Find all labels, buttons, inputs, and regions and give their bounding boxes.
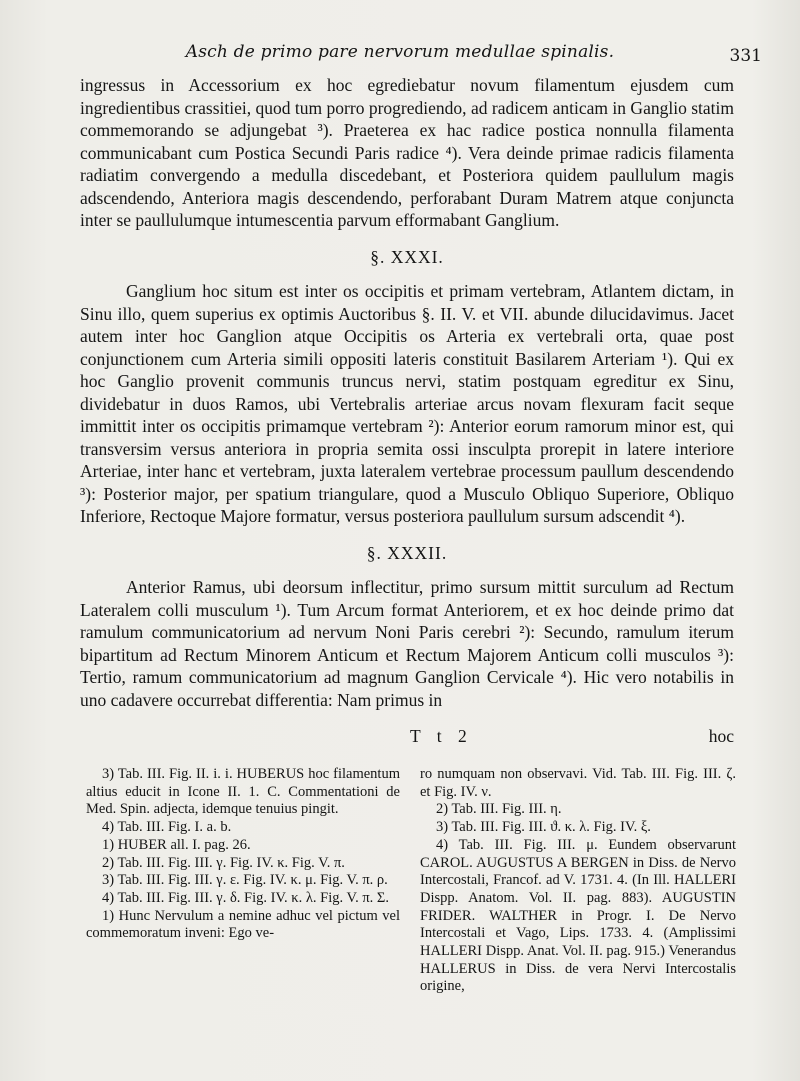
running-title: Asch de primo pare nervorum medullae spinalis. bbox=[185, 42, 615, 62]
main-text bbox=[80, 74, 734, 711]
footnote: 4) Tab. III. Fig. I. a. b. bbox=[102, 819, 232, 836]
footnote: 1) Hunc Nervulum a nemine adhuc vel pictum vel commemoratum inveni: Ego ve- bbox=[86, 907, 400, 942]
section-heading-31: §. XXXI. bbox=[370, 246, 444, 267]
running-head bbox=[0, 42, 800, 66]
footnotes-right-column bbox=[420, 766, 736, 996]
catchword: hoc bbox=[708, 726, 734, 746]
footnote: 2) Tab. III. Fig. III. η. bbox=[436, 801, 562, 818]
section-32-paragraph: Anterior Ramus, ubi deorsum inflectitur, primo sursum mittit surculum ad Rectum Lateralem colli musculum ¹). Tum Arcum format Anteriorem, et ex hoc deinde primo dat ramulum communicatorium ad nervum Noni Paris cerebri ²): Secundo, ramulum iterum bipartitum ad Rectum Minorem Anticum et Rectum Majorem Anticum colli musculos ³): Tertio, ramum communicatorium ad magnum Ganglion Cervicale ⁴). Hic vero notabilis in uno cadavere occurrebat differentia: Nam primus in bbox=[80, 577, 734, 710]
footnote: 1) HUBER all. I. pag. 26. bbox=[102, 836, 251, 853]
footnote: 4) Tab. III. Fig. III. γ. δ. Fig. IV. κ. λ. Fig. V. π. Σ. bbox=[102, 889, 389, 906]
signature-row bbox=[80, 726, 734, 750]
footnote: 2) Tab. III. Fig. III. γ. Fig. IV. κ. Fig. V. π. bbox=[102, 854, 345, 871]
section-heading-32: §. XXXII. bbox=[366, 542, 448, 563]
footnote: 3) Tab. III. Fig. II. i. i. HUBERUS hoc filamentum altius educit in Icone II. 1. C. Commentationi de Med. Spin. adjecta, idemque tenuius pingit. bbox=[86, 766, 400, 818]
section-31-paragraph: Ganglium hoc situm est inter os occipitis et primam vertebram, Atlantem dictam, in Sinu illo, quem superius ex optimis Auctoribus §. II. V. et VII. abunde dilucidavimus. Jacet autem inter hoc Ganglion atque Occipitis os Arteria ex vertebrali orta, quae post conjunctionem cum Arteria simili oppositi lateris constituit Basilarem Arteriam ¹). Qui ex hoc Ganglio provenit communis truncus nervi, statim postquam egreditur ex Sinu, dividebatur in duos Ramos, ubi Vertebralis arteriae arcus novam flexuram facit seque immittit inter os occipitis primamque vertebram ²): Anterior eorum ramorum minor est, qui transversim versus anteriora in propria semita ossi insculpta prorepit in latere interiore Arteriae, inter hanc et vertebram, juxta lateralem vertebrae processum paullum descendendo ³): Posterior major, per spatium triangulare, quod a Musculo Obliquo Superiore, Obliquo Inferiore, Rectoque Majore formatur, versus posteriora paullulum sursum adscendit ⁴). bbox=[80, 281, 734, 526]
footnotes-left-column bbox=[86, 766, 400, 943]
signature-mark: T t 2 bbox=[410, 726, 473, 746]
paragraph-continued: ingressus in Accessorium ex hoc egrediebatur novum filamentum ejusdem cum ingredientibus crassitiei, quod tum porro progrediendo, ad radicem anticam in Ganglio statim commemorando se adjungebat ³). Praeterea ex hac radice postica nonnulla filamenta communicabant cum Postica Secundi Paris radice ⁴). Vera deinde primae radicis filamenta radiatim convergendo a medulla discedebant, et Posteriora quidem paullulum magis adscendendo, Anteriora magis descendendo, perforabant Duram Matrem atque conjuncta inter se paullulumque intumescentia parvum efformabant Ganglium. bbox=[80, 75, 734, 230]
footnote: 3) Tab. III. Fig. III. ϑ. κ. λ. Fig. IV. ξ. bbox=[436, 819, 651, 836]
footnote: 4) Tab. III. Fig. III. μ. Eundem observarunt CAROL. AUGUSTUS A BERGEN in Diss. de Nervo Intercostali, Francof. ad V. 1731. 4. (In Ill. HALLERI Dispp. Anatom. Vol. II. pag. 883). AUGUSTIN FRIDER. WALTHER in Progr. I. De Nervo Intercostali et Vago, Lips. 1733. 4. (Amplissimi HALLERI Dispp. Anat. Vol. II. pag. 915.) Venerandus HALLERUS in Diss. de vera Nervi Intercostalis origine, bbox=[420, 836, 736, 995]
footnote: 3) Tab. III. Fig. III. γ. ε. Fig. IV. κ. μ. Fig. V. π. ρ. bbox=[102, 872, 388, 889]
footnote: ro numquam non observavi. Vid. Tab. III. Fig. III. ζ. et Fig. IV. ν. bbox=[420, 766, 736, 800]
page-number: 331 bbox=[729, 46, 762, 66]
